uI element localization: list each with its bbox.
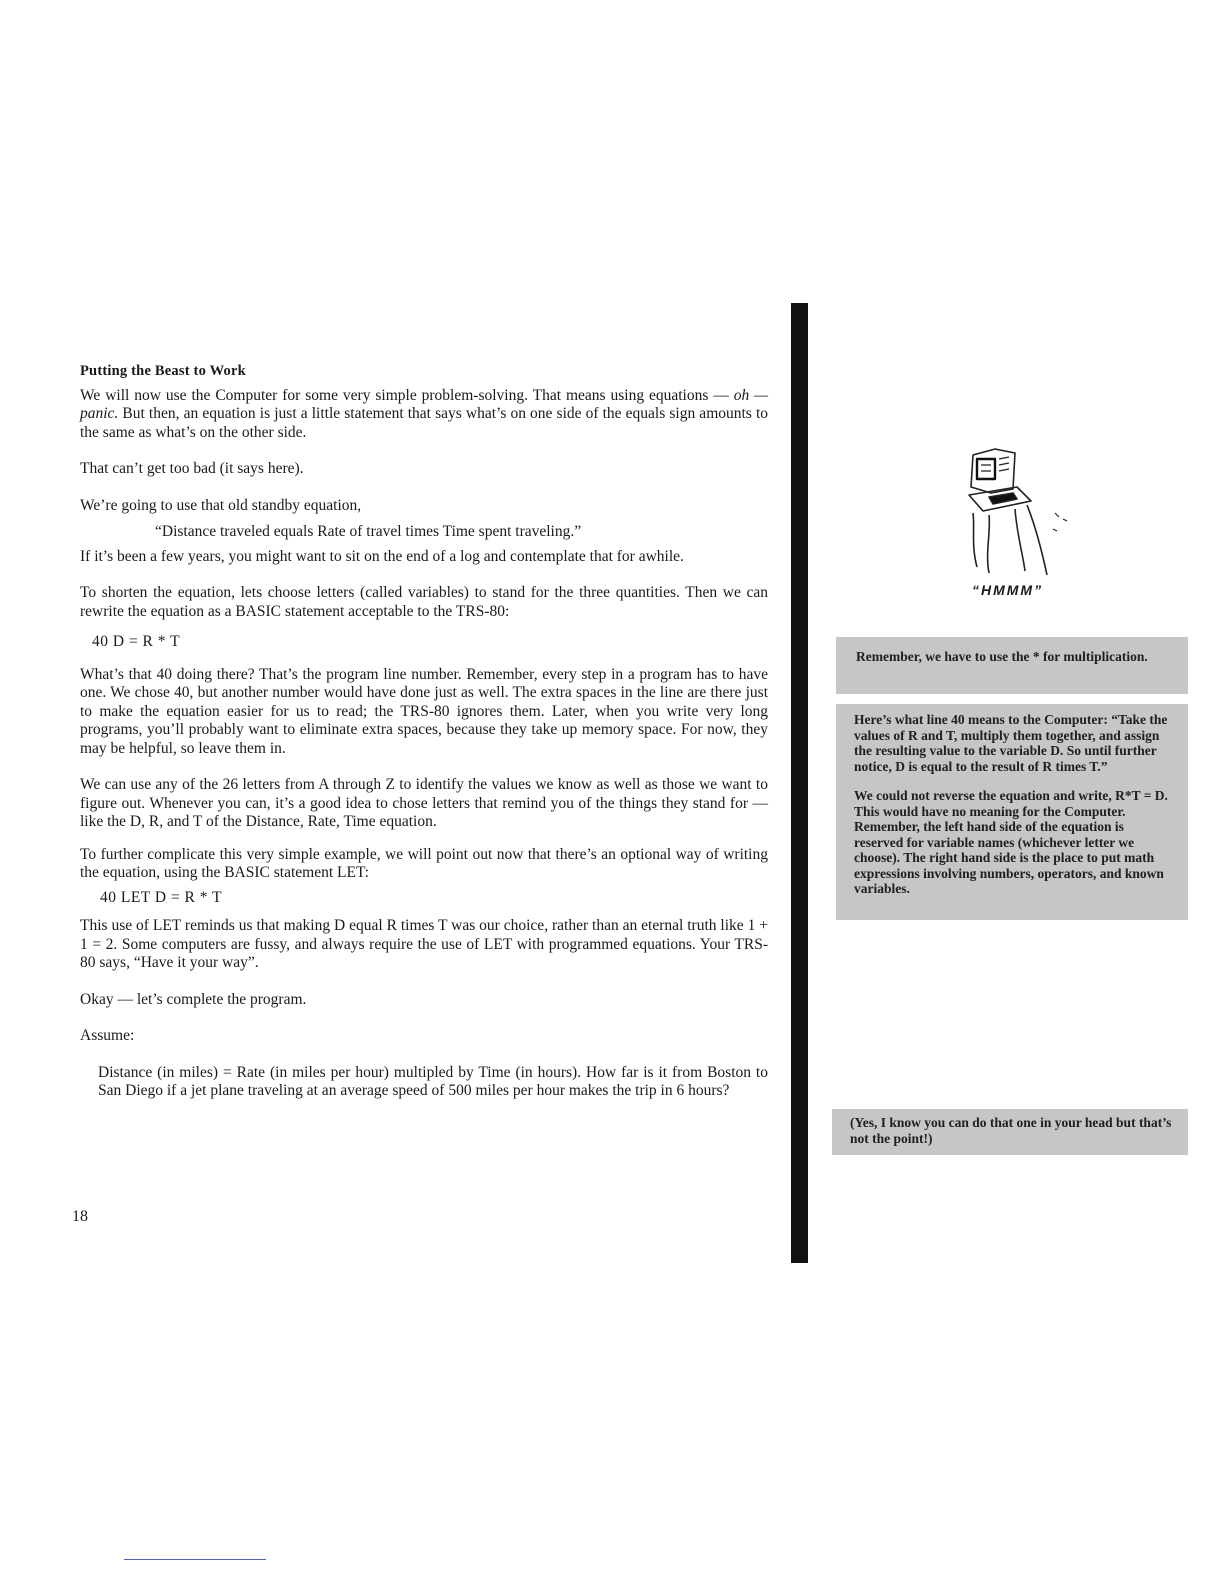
note-reverse-text: We could not reverse the equation and write, R*T = D. This would have no meaning for the Computer. Remember, the left hand side of the equation is reserved for variable names (whichever letter we choose). The right hand side is the place to put math expressions involving numbers, operators, and known variables.: [854, 788, 1168, 896]
footnote-rule: [124, 1559, 266, 1560]
paragraph-intro: [80, 387, 768, 443]
sidebar-note-multiplication: [836, 637, 1188, 694]
margin-bar: [791, 303, 808, 1263]
section-heading: Putting the Beast to Work: [80, 363, 246, 379]
code-line-2: 40 LET D = R * T: [100, 888, 223, 906]
paragraph-assume: Assume:: [80, 1027, 135, 1044]
paragraph-shorten: To shorten the equation, lets choose letters (called variables) to stand for the three quantities. Then we can rewrite the equation as a BASIC statement acceptable to the TRS-80:: [80, 584, 768, 620]
paragraph-problem: Distance (in miles) = Rate (in miles per hour) multipled by Time (in hours). How far is it from Boston to San Diego if a jet plane traveling at an average speed of 500 miles per hour makes the trip in 6 hours?: [98, 1063, 768, 1099]
sidebar-note-head: [832, 1109, 1188, 1155]
code-line-1: 40 D = R * T: [92, 633, 181, 650]
paragraph-standby: We’re going to use that old standby equation,: [80, 496, 362, 514]
paragraph-choice: This use of LET reminds us that making D equal R times T was our choice, rather than an eternal truth like 1 + 1 = 2. Some computers are fussy, and always require the use of LET with programmed equations. Your TRS-80 says, “Have it your way”.: [80, 917, 768, 971]
intro-text-a: We will now use the Computer for some very simple problem-solving. That means using equations —: [80, 386, 734, 404]
paragraph-let: To further complicate this very simple example, we will point out now that there’s an optional way of writing the equation, using the BASIC statement LET:: [80, 845, 768, 881]
paragraph-not-bad: That can’t get too bad (it says here).: [80, 460, 304, 477]
intro-emphasis: oh — panic.: [80, 386, 768, 422]
note-line-40-text: Here’s what line 40 means to the Computer: “Take the values of R and T, multiply them together, and assign the resulting value to the variable D. So until further notice, D is equal to the result of R times T.”: [854, 712, 1168, 774]
note-head-text: (Yes, I know you can do that one in your head but that’s not the point!): [850, 1115, 1172, 1146]
intro-text-b: But then, an equation is just a little statement that says what’s on one side of the equals sign amounts to the same as what’s on the other side.: [80, 405, 768, 441]
paragraph-okay: Okay — let’s complete the program.: [80, 990, 307, 1008]
note-multiplication-text: Remember, we have to use the * for multiplication.: [856, 649, 1148, 664]
page-number: 18: [72, 1208, 88, 1225]
paragraph-letters: We can use any of the 26 letters from A through Z to identify the values we know as well as those we want to figure out. Whenever you can, it’s a good idea to chose letters that remind you of the things they stand for — like the D, R, and T of the Distance, Rate, Time equation.: [80, 776, 768, 830]
main-text-column: [80, 362, 768, 1101]
paragraph-few-years: If it’s been a few years, you might want to sit on the end of a log and contemplate that for awhile.: [80, 547, 684, 565]
computer-creature-illustration: [955, 435, 1085, 585]
illustration-caption: “HMMM”: [972, 582, 1044, 598]
paragraph-line-number: What’s that 40 doing there? That’s the program line number. Remember, every step in a program has to have one. We chose 40, but another number would have done just as well. The extra spaces in the line are there just to make the equation easier for us to read; the TRS-80 ignores them. Later, when you write very long programs, you’ll probably want to eliminate extra spaces, because they take up memory space. For now, they may be helpful, so leave them in.: [80, 665, 768, 757]
sidebar-note-line-40: [836, 704, 1188, 920]
equation-quote: “Distance traveled equals Rate of travel times Time spent traveling.”: [155, 523, 582, 540]
